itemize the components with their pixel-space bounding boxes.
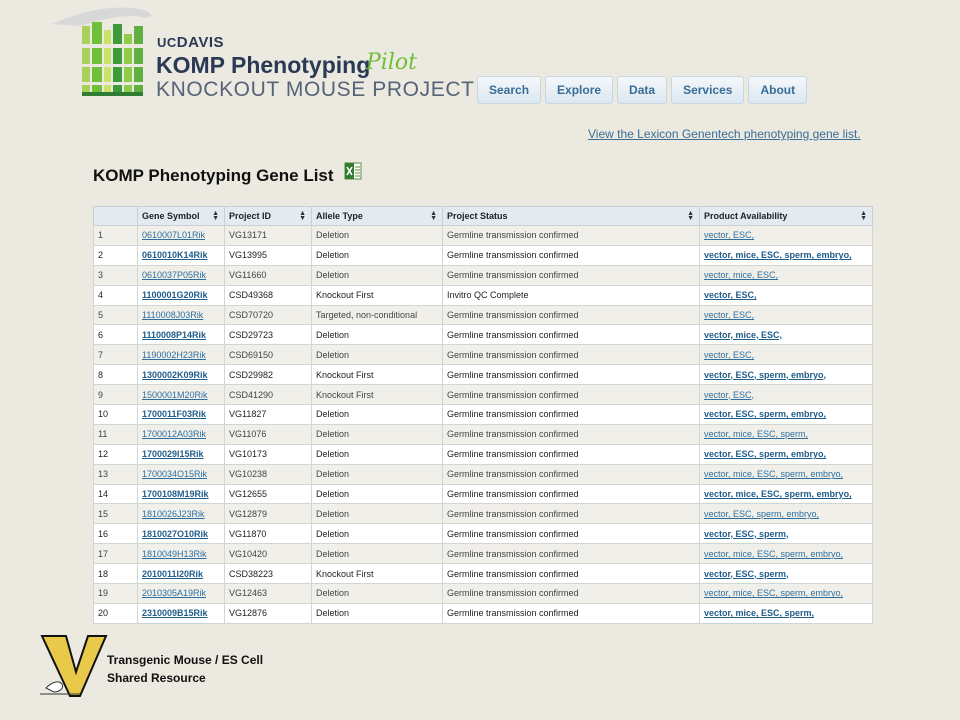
- table-row: [94, 484, 873, 504]
- table-row: [94, 444, 873, 464]
- allele-type-cell: Deletion: [312, 584, 443, 604]
- table-row: [94, 345, 873, 365]
- project-status-cell: Germline transmission confirmed: [443, 524, 700, 544]
- product-availability-link[interactable]: vector, ESC, sperm,: [700, 564, 873, 584]
- project-id-cell: CSD38223: [225, 564, 312, 584]
- page-title: KOMP Phenotyping Gene List: [93, 166, 334, 185]
- nav-about-button[interactable]: About: [748, 76, 807, 104]
- project-id-cell: VG11870: [225, 524, 312, 544]
- col-index-header: [94, 207, 138, 226]
- gene-symbol-link[interactable]: 1190002H23Rik: [138, 345, 225, 365]
- lexicon-gene-list-link[interactable]: View the Lexicon Genentech phenotyping gene list.: [588, 127, 861, 141]
- row-index-cell: 11: [94, 424, 138, 444]
- allele-type-cell: Deletion: [312, 226, 443, 246]
- col-gene-symbol-header[interactable]: Gene Symbol ▲ ▼: [138, 207, 225, 226]
- gene-symbol-link[interactable]: 1810049H13Rik: [138, 544, 225, 564]
- sort-icon[interactable]: ▲ ▼: [430, 210, 437, 222]
- project-status-cell: Germline transmission confirmed: [443, 484, 700, 504]
- row-index-cell: 2: [94, 245, 138, 265]
- row-index-cell: 7: [94, 345, 138, 365]
- project-status-cell: Germline transmission confirmed: [443, 584, 700, 604]
- product-availability-link[interactable]: vector, ESC,: [700, 385, 873, 405]
- project-id-cell: CSD69150: [225, 345, 312, 365]
- project-status-cell: Germline transmission confirmed: [443, 305, 700, 325]
- row-index-cell: 5: [94, 305, 138, 325]
- allele-type-cell: Deletion: [312, 504, 443, 524]
- project-status-cell: Germline transmission confirmed: [443, 564, 700, 584]
- table-row: [94, 385, 873, 405]
- project-status-cell: Germline transmission confirmed: [443, 405, 700, 425]
- nav-data-button[interactable]: Data: [617, 76, 667, 104]
- brand-title: KOMP Phenotyping: [156, 52, 371, 78]
- ucdavis-wordmark: UCDAVIS: [157, 34, 225, 51]
- product-availability-link[interactable]: vector, ESC, sperm, embryo,: [700, 405, 873, 425]
- product-availability-link[interactable]: vector, mice, ESC, sperm, embryo,: [700, 484, 873, 504]
- gene-symbol-link[interactable]: 0610010K14Rik: [138, 245, 225, 265]
- project-id-cell: VG12463: [225, 584, 312, 604]
- col-product-availability-header[interactable]: Product Availability ▲ ▼: [700, 207, 873, 226]
- gene-symbol-link[interactable]: 1110008P14Rik: [138, 325, 225, 345]
- row-index-cell: 15: [94, 504, 138, 524]
- project-id-cell: VG11660: [225, 265, 312, 285]
- gene-symbol-link[interactable]: 1700029I15Rik: [138, 444, 225, 464]
- table-row: [94, 524, 873, 544]
- project-status-cell: Germline transmission confirmed: [443, 345, 700, 365]
- product-availability-link[interactable]: vector, ESC, sperm, embryo,: [700, 444, 873, 464]
- table-row: [94, 464, 873, 484]
- row-index-cell: 6: [94, 325, 138, 345]
- col-project-id-header[interactable]: Project ID ▲ ▼: [225, 207, 312, 226]
- project-status-cell: Germline transmission confirmed: [443, 424, 700, 444]
- allele-type-cell: Deletion: [312, 524, 443, 544]
- footer-line-1: Transgenic Mouse / ES Cell: [107, 653, 264, 667]
- project-status-cell: Germline transmission confirmed: [443, 226, 700, 246]
- product-availability-link[interactable]: vector, mice, ESC, sperm, embryo,: [700, 464, 873, 484]
- project-id-cell: CSD29982: [225, 365, 312, 385]
- footer-line-2: Shared Resource: [107, 671, 206, 685]
- product-availability-link[interactable]: vector, ESC,: [700, 345, 873, 365]
- excel-export-icon[interactable]: [344, 162, 362, 180]
- row-index-cell: 13: [94, 464, 138, 484]
- allele-type-cell: Deletion: [312, 345, 443, 365]
- table-row: [94, 405, 873, 425]
- table-row: [94, 603, 873, 623]
- project-id-cell: VG13171: [225, 226, 312, 246]
- product-availability-link[interactable]: vector, mice, ESC, sperm,: [700, 603, 873, 623]
- row-index-cell: 18: [94, 564, 138, 584]
- nav-explore-button[interactable]: Explore: [545, 76, 613, 104]
- gene-symbol-link[interactable]: 1700011F03Rik: [138, 405, 225, 425]
- table-row: [94, 424, 873, 444]
- table-row: [94, 544, 873, 564]
- gene-list-table: [93, 206, 873, 624]
- sort-icon[interactable]: ▲ ▼: [860, 210, 867, 222]
- gene-symbol-link[interactable]: 2010305A19Rik: [138, 584, 225, 604]
- project-id-cell: VG12879: [225, 504, 312, 524]
- gene-symbol-link[interactable]: 1700034O15Rik: [138, 464, 225, 484]
- project-status-cell: Germline transmission confirmed: [443, 385, 700, 405]
- nav-search-button[interactable]: Search: [477, 76, 541, 104]
- gene-symbol-link[interactable]: 1810026J23Rik: [138, 504, 225, 524]
- vanderbilt-v-logo-icon: [40, 632, 110, 698]
- gene-symbol-link[interactable]: 1110008J03Rik: [138, 305, 225, 325]
- project-status-cell: Germline transmission confirmed: [443, 265, 700, 285]
- gene-symbol-link[interactable]: 1810027O10Rik: [138, 524, 225, 544]
- gene-symbol-link[interactable]: 1100001G20Rik: [138, 285, 225, 305]
- product-availability-link[interactable]: vector, ESC, sperm, embryo,: [700, 365, 873, 385]
- table-row: [94, 265, 873, 285]
- row-index-cell: 3: [94, 265, 138, 285]
- gene-symbol-link[interactable]: 1700012A03Rik: [138, 424, 225, 444]
- product-availability-link[interactable]: vector, ESC, sperm, embryo,: [700, 504, 873, 524]
- product-availability-link[interactable]: vector, ESC,: [700, 226, 873, 246]
- project-status-cell: Germline transmission confirmed: [443, 365, 700, 385]
- project-id-cell: VG12655: [225, 484, 312, 504]
- gene-symbol-link[interactable]: 0610007L01Rik: [138, 226, 225, 246]
- sort-icon[interactable]: ▲ ▼: [299, 210, 306, 222]
- table-row: [94, 226, 873, 246]
- row-index-cell: 17: [94, 544, 138, 564]
- table-row: [94, 584, 873, 604]
- gene-symbol-link[interactable]: 1500001M20Rik: [138, 385, 225, 405]
- project-status-cell: Germline transmission confirmed: [443, 444, 700, 464]
- product-availability-link[interactable]: vector, mice, ESC,: [700, 265, 873, 285]
- row-index-cell: 12: [94, 444, 138, 464]
- allele-type-cell: Targeted, non-conditional: [312, 305, 443, 325]
- nav-services-button[interactable]: Services: [671, 76, 744, 104]
- allele-type-cell: Deletion: [312, 544, 443, 564]
- row-index-cell: 20: [94, 603, 138, 623]
- product-availability-link[interactable]: vector, ESC, sperm,: [700, 524, 873, 544]
- row-index-cell: 9: [94, 385, 138, 405]
- gene-symbol-link[interactable]: 2310009B15Rik: [138, 603, 225, 623]
- row-index-cell: 19: [94, 584, 138, 604]
- brand-pilot: Pilot: [366, 50, 417, 75]
- project-id-cell: VG11827: [225, 405, 312, 425]
- row-index-cell: 10: [94, 405, 138, 425]
- brand-subtitle: KNOCKOUT MOUSE PROJECT: [156, 78, 475, 101]
- footer-shared-resource: [107, 651, 263, 687]
- product-availability-link[interactable]: vector, mice, ESC, sperm, embryo,: [700, 584, 873, 604]
- table-row: [94, 504, 873, 524]
- row-index-cell: 8: [94, 365, 138, 385]
- row-index-cell: 14: [94, 484, 138, 504]
- gene-symbol-link[interactable]: 1700108M19Rik: [138, 484, 225, 504]
- row-index-cell: 4: [94, 285, 138, 305]
- table-row: [94, 305, 873, 325]
- allele-type-cell: Deletion: [312, 424, 443, 444]
- allele-type-cell: Knockout First: [312, 285, 443, 305]
- col-project-status-header[interactable]: Project Status ▲ ▼: [443, 207, 700, 226]
- allele-type-cell: Deletion: [312, 325, 443, 345]
- gene-symbol-link[interactable]: 1300002K09Rik: [138, 365, 225, 385]
- project-id-cell: VG10420: [225, 544, 312, 564]
- allele-type-cell: Knockout First: [312, 564, 443, 584]
- table-row: [94, 285, 873, 305]
- allele-type-cell: Deletion: [312, 265, 443, 285]
- project-status-cell: Germline transmission confirmed: [443, 544, 700, 564]
- project-id-cell: CSD49368: [225, 285, 312, 305]
- project-status-cell: Germline transmission confirmed: [443, 464, 700, 484]
- main-nav: [477, 76, 807, 104]
- allele-type-cell: Deletion: [312, 444, 443, 464]
- product-availability-link[interactable]: vector, mice, ESC, sperm,: [700, 424, 873, 444]
- row-index-cell: 1: [94, 226, 138, 246]
- col-allele-type-header[interactable]: Allele Type ▲ ▼: [312, 207, 443, 226]
- gene-symbol-link[interactable]: 0610037P05Rik: [138, 265, 225, 285]
- table-row: [94, 245, 873, 265]
- sort-icon[interactable]: ▲ ▼: [687, 210, 694, 222]
- project-status-cell: Germline transmission confirmed: [443, 245, 700, 265]
- project-id-cell: CSD29723: [225, 325, 312, 345]
- row-index-cell: 16: [94, 524, 138, 544]
- project-id-cell: VG11076: [225, 424, 312, 444]
- allele-type-cell: Deletion: [312, 405, 443, 425]
- project-id-cell: VG13995: [225, 245, 312, 265]
- sort-icon[interactable]: ▲ ▼: [212, 210, 219, 222]
- project-status-cell: Invitro QC Complete: [443, 285, 700, 305]
- table-row: [94, 325, 873, 345]
- project-id-cell: VG10238: [225, 464, 312, 484]
- project-id-cell: CSD70720: [225, 305, 312, 325]
- product-availability-link[interactable]: vector, mice, ESC, sperm, embryo,: [700, 245, 873, 265]
- project-id-cell: CSD41290: [225, 385, 312, 405]
- project-status-cell: Germline transmission confirmed: [443, 325, 700, 345]
- allele-type-cell: Deletion: [312, 245, 443, 265]
- product-availability-link[interactable]: vector, ESC,: [700, 305, 873, 325]
- allele-type-cell: Knockout First: [312, 365, 443, 385]
- table-row: [94, 365, 873, 385]
- allele-type-cell: Deletion: [312, 464, 443, 484]
- project-status-cell: Germline transmission confirmed: [443, 603, 700, 623]
- allele-type-cell: Knockout First: [312, 385, 443, 405]
- project-status-cell: Germline transmission confirmed: [443, 504, 700, 524]
- product-availability-link[interactable]: vector, ESC,: [700, 285, 873, 305]
- product-availability-link[interactable]: vector, mice, ESC, sperm, embryo,: [700, 544, 873, 564]
- gene-symbol-link[interactable]: 2010011I20Rik: [138, 564, 225, 584]
- allele-type-cell: Deletion: [312, 484, 443, 504]
- table-header-row: [94, 207, 873, 226]
- product-availability-link[interactable]: vector, mice, ESC,: [700, 325, 873, 345]
- project-id-cell: VG10173: [225, 444, 312, 464]
- project-id-cell: VG12876: [225, 603, 312, 623]
- table-row: [94, 564, 873, 584]
- allele-type-cell: Deletion: [312, 603, 443, 623]
